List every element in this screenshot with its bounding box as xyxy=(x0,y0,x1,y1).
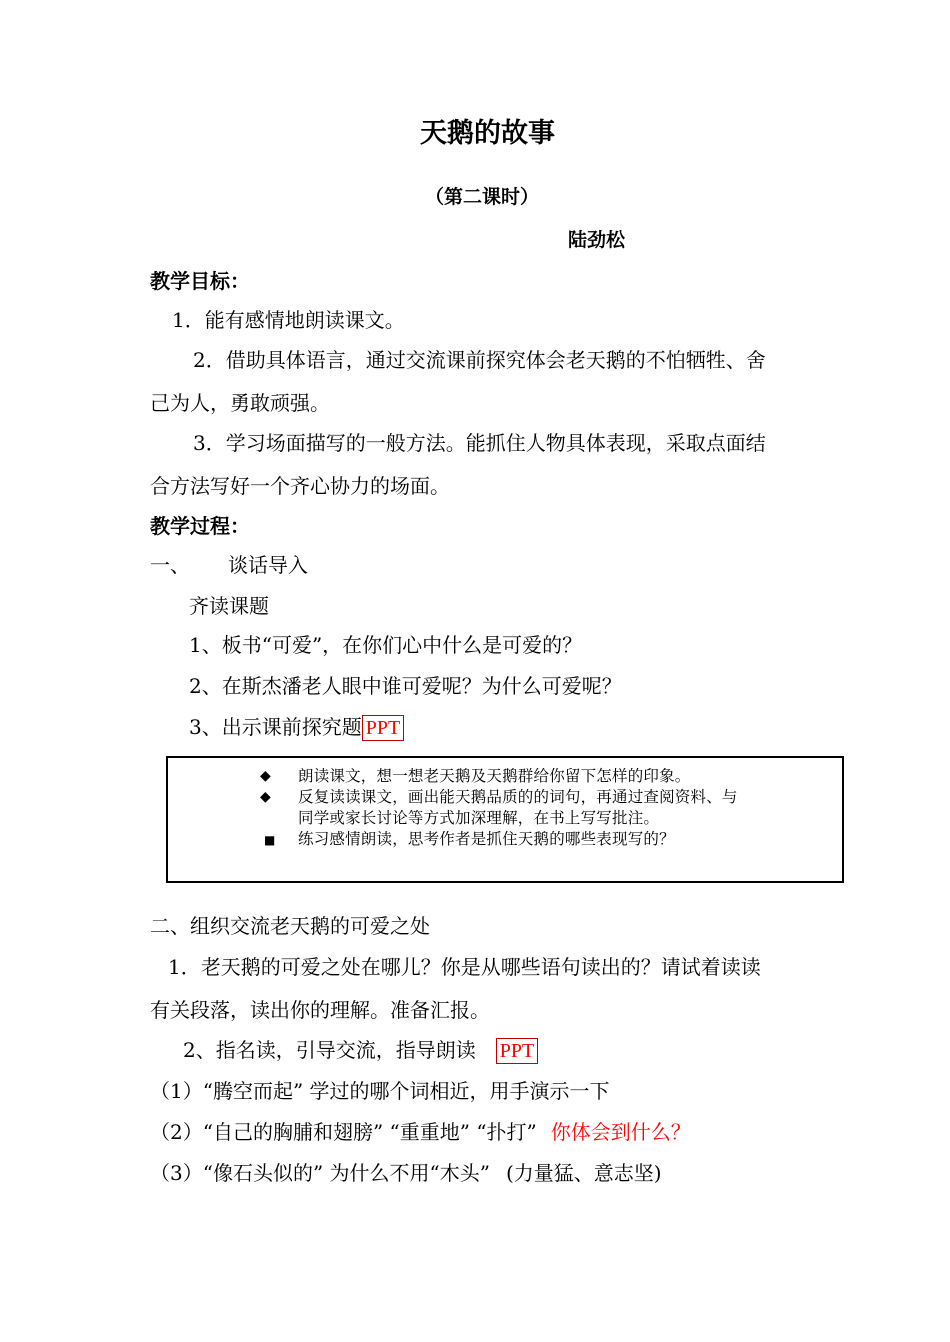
diamond-bullet-icon: ◆ xyxy=(260,789,271,805)
lesson-subtitle: （第二课时） xyxy=(425,186,540,208)
section2-line-text: 2、指名读，引导交流，指导朗读 xyxy=(183,1038,476,1062)
objective-line: 合方法写好一个齐心协力的场面。 xyxy=(150,474,450,498)
box-line: 练习感情朗读，思考作者是抓住天鹅的哪些表现写的？ xyxy=(298,830,675,848)
box-line: 同学或家长讨论等方式加深理解，在书上写写批注。 xyxy=(298,809,660,827)
box-line: 朗读课文，想一想老天鹅及天鹅群给你留下怎样的印象。 xyxy=(298,767,691,785)
objective-line: 3．学习场面描写的一般方法。能抓住人物具体表现，采取点面结 xyxy=(193,431,766,455)
objective-line: 己为人，勇敢顽强。 xyxy=(150,391,330,415)
section1-number: 一、 xyxy=(150,553,190,577)
section2-item-question: 你体会到什么？ xyxy=(550,1120,691,1144)
objective-line: 2．借助具体语言，通过交流课前探究体会老天鹅的不怕牺牲、舍 xyxy=(193,348,766,372)
section1-line: 1、板书“可爱”，在你们心中什么是可爱的？ xyxy=(189,633,583,657)
inquiry-box xyxy=(166,756,844,883)
section1-line xyxy=(189,713,404,741)
square-bullet-icon: ■ xyxy=(264,833,276,847)
section2-title: 二、组织交流老天鹅的可爱之处 xyxy=(150,914,430,938)
section2-line: 1．老天鹅的可爱之处在哪儿？你是从哪些语句读出的？请试着读读 xyxy=(168,955,761,979)
section2-item-note: (力量猛、意志坚) xyxy=(505,1161,662,1185)
page-title: 天鹅的故事 xyxy=(420,118,555,149)
section1-line-text: 3、出示课前探究题 xyxy=(189,715,362,739)
section1-line: 2、在斯杰潘老人眼中谁可爱呢？为什么可爱呢？ xyxy=(189,674,622,698)
section2-item xyxy=(150,1118,691,1146)
box-line: 反复读读课文，画出能天鹅品质的的词句，再通过查阅资料、与 xyxy=(298,788,738,806)
ppt-tag: PPT xyxy=(496,1038,538,1064)
section1-title: 谈话导入 xyxy=(228,553,308,577)
author-name: 陆劲松 xyxy=(568,229,626,251)
section1-line: 齐读课题 xyxy=(189,594,269,618)
objective-line: 1．能有感情地朗读课文。 xyxy=(172,308,405,332)
section2-item-text: （3）“像石头似的” 为什么不用“木头” xyxy=(150,1161,490,1185)
section2-line: 有关段落，读出你的理解。准备汇报。 xyxy=(150,998,490,1022)
ppt-tag: PPT xyxy=(362,715,404,741)
section2-line-ppt xyxy=(183,1036,538,1064)
process-heading: 教学过程： xyxy=(150,514,250,538)
section2-item xyxy=(150,1159,662,1187)
section2-item: （1）“腾空而起” 学过的哪个词相近，用手演示一下 xyxy=(150,1079,610,1103)
section2-item-text: （2）“自己的胸脯和翅膀” “重重地” “扑打” xyxy=(150,1120,537,1144)
objectives-heading: 教学目标： xyxy=(150,269,250,293)
diamond-bullet-icon: ◆ xyxy=(260,768,271,784)
